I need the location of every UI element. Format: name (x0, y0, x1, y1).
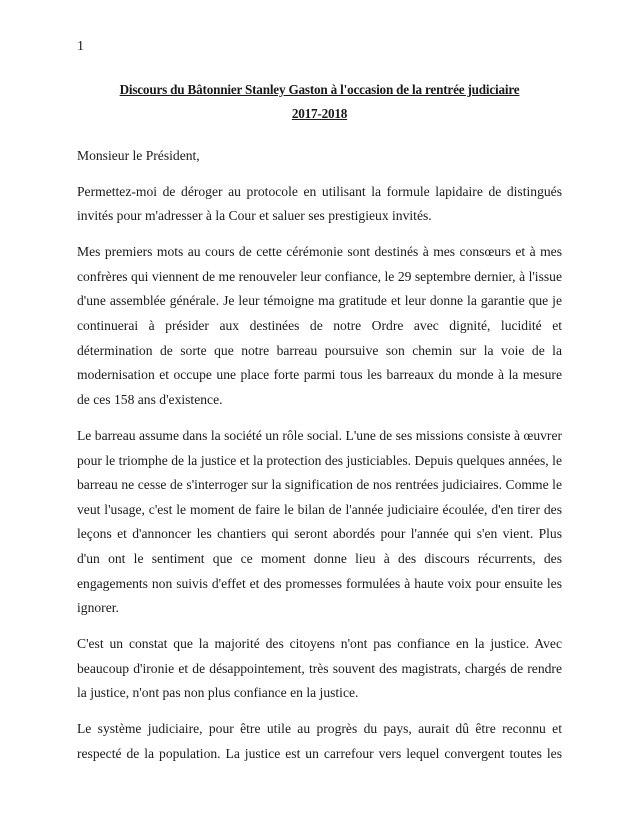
page-number: 1 (77, 39, 84, 54)
paragraph-confidence: C'est un constat que la majorité des citoyens n'ont pas confiance en la justice. Avec beaucoup d'ironie et de désappointement, très souvent des magistrats, chargés de rendre la justice, n'ont pas non plus confiance en la justice. (77, 636, 562, 701)
document-title-line-2: 2017-2018 (291, 106, 348, 121)
document-title-line-1: Discours du Bâtonnier Stanley Gaston à l'occasion de la rentrée judiciaire (119, 82, 520, 97)
paragraph-judicial-system: Le système judiciaire, pour être utile au progrès du pays, aurait dû être reconnu et respecté de la population. La justice est un carrefour vers lequel convergent toutes les (77, 721, 562, 762)
paragraph-greeting: Monsieur le Président, (77, 148, 200, 163)
document-body (77, 144, 562, 767)
paragraph-gratitude: Mes premiers mots au cours de cette cérémonie sont destinés à mes consœurs et à mes confrères qui viennent de me renouveler leur confiance, le 29 septembre dernier, à l'issue d'une assemblée générale. Je leur témoigne ma gratitude et leur donne la garantie que je continuerai à présider aux destinées de notre Ordre avec dignité, lucidité et détermination de sorte que notre barreau poursuive son chemin sur la voie de la modernisation et occupe une place forte parmi tous les barreaux du monde à la mesure de ces 158 ans d'existence. (77, 244, 562, 407)
document-title (77, 78, 562, 126)
paragraph-protocol: Permettez-moi de déroger au protocole en utilisant la formule lapidaire de distingués invités pour m'adresser à la Cour et saluer ses prestigieux invités. (77, 183, 562, 224)
paragraph-social-role: Le barreau assume dans la société un rôle social. L'une de ses missions consiste à œuvrer pour le triomphe de la justice et la protection des justiciables. Depuis quelques années, le barreau ne cesse de s'interroger sur la signification de nos rentrées judiciaires. Comme le veut l'usage, c'est le moment de faire le bilan de l'année judiciaire écoulée, d'en tirer des leçons et d'annoncer les chantiers qui seront abordés pour l'année qui s'en vient. Plus d'un ont le sentiment que ce moment donne lieu à des discours récurrents, des engagements non suivis d'effet et des promesses formulées à haute voix pour ensuite les ignorer. (77, 427, 562, 616)
